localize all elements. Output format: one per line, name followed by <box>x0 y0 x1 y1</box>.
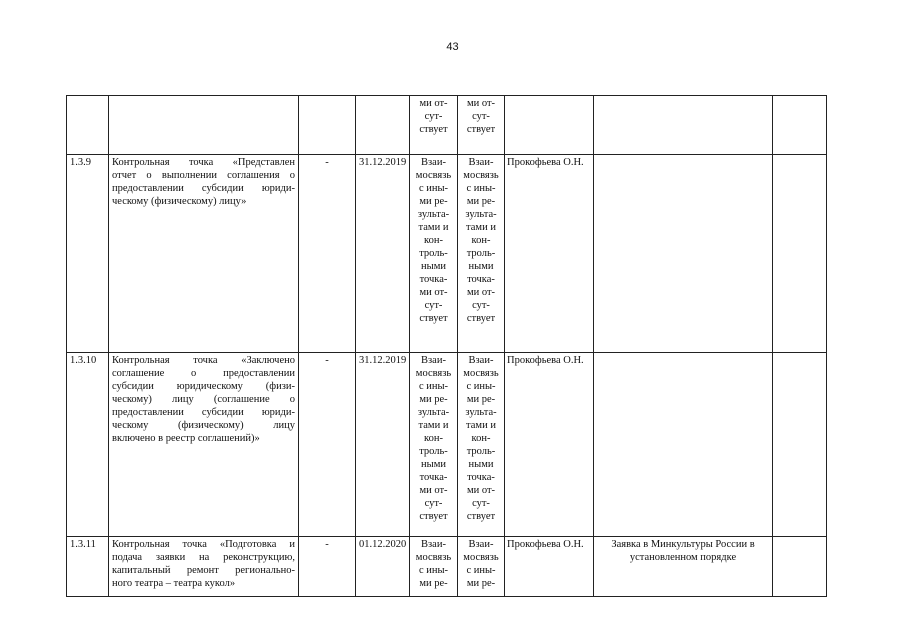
description-line: Контрольная точка «Подготовка и <box>112 539 295 550</box>
relation-line: троль- <box>466 446 496 457</box>
relation-line: сут- <box>424 111 443 122</box>
relation-line: зульта- <box>417 407 450 418</box>
cell-relation-b <box>458 537 505 597</box>
cell-responsible: Прокофьева О.Н. <box>505 155 594 353</box>
cell-relation-a <box>410 353 458 537</box>
table-row <box>67 537 827 597</box>
cell-extra <box>773 353 827 537</box>
cell-responsible: Прокофьева О.Н. <box>505 537 594 597</box>
description-line: включено в реестр соглашений)» <box>112 433 260 444</box>
relation-line: Взаи- <box>468 157 494 168</box>
relation-line: тами и <box>466 222 496 233</box>
relation-line: сут- <box>424 498 443 509</box>
relation-line: ми ре- <box>419 578 448 589</box>
cell-relation-a <box>410 537 458 597</box>
description-line: капитальный ремонт регионально- <box>112 565 295 576</box>
relation-line: мосвязь <box>463 552 499 563</box>
description-line: ческому) лицу (соглашение о <box>112 394 295 405</box>
relation-line: ствует <box>419 511 448 522</box>
relation-line: мосвязь <box>415 170 452 181</box>
cell-relation-a <box>410 96 458 155</box>
cell-dash <box>299 96 356 155</box>
cell-desc <box>109 353 299 537</box>
relation-line: с ины- <box>418 381 449 392</box>
relation-line: ствует <box>419 124 448 135</box>
relation-line: точка- <box>467 472 495 483</box>
cell-desc <box>109 155 299 353</box>
relation-line: с ины- <box>418 183 449 194</box>
relation-line: ными <box>421 261 446 272</box>
cell-relation-b <box>458 96 505 155</box>
cell-date: 31.12.2019 <box>356 353 410 537</box>
description-line: Контрольная точка «Заключено <box>112 355 295 366</box>
relation-line: зульта- <box>417 209 450 220</box>
cell-num <box>67 96 109 155</box>
relation-line: Взаи- <box>421 355 446 366</box>
relation-line: мосвязь <box>463 170 499 181</box>
cell-date <box>356 96 410 155</box>
table-row <box>67 155 827 353</box>
relation-line: ствует <box>466 313 496 324</box>
cell-responsible: Прокофьева О.Н. <box>505 353 594 537</box>
relation-line: ми от- <box>466 98 496 109</box>
cell-num: 1.3.9 <box>67 155 109 353</box>
relation-line: ствует <box>466 511 496 522</box>
relation-line: ми ре- <box>466 578 496 589</box>
description-line: ного театра – театра кукол» <box>112 578 236 589</box>
description-line: подача заявки на реконструкцию, <box>112 552 295 563</box>
relation-line: ными <box>468 459 494 470</box>
cell-extra <box>773 155 827 353</box>
cell-responsible <box>505 96 594 155</box>
relation-line: с ины- <box>418 565 449 576</box>
relation-line: Взаи- <box>468 539 494 550</box>
cell-dash: - <box>299 155 356 353</box>
table-row <box>67 353 827 537</box>
continuation-row <box>67 96 827 155</box>
relation-line: зульта- <box>465 407 497 418</box>
relation-line: ми ре- <box>466 394 496 405</box>
relation-line: сут- <box>472 111 490 122</box>
relation-line: троль- <box>419 446 448 457</box>
relation-line: троль- <box>466 248 496 259</box>
relation-line: тами и <box>466 420 496 431</box>
relation-line: кон- <box>471 433 491 444</box>
cell-num: 1.3.10 <box>67 353 109 537</box>
relation-line: тами и <box>418 222 449 233</box>
relation-line: кон- <box>471 235 491 246</box>
relation-line: с ины- <box>466 381 496 392</box>
relation-line: зульта- <box>465 209 497 220</box>
relation-line: точка- <box>467 274 495 285</box>
relation-line: ными <box>421 459 446 470</box>
description-line: предоставлении субсидии юриди- <box>112 407 295 418</box>
plan-table <box>66 95 827 597</box>
cell-dash: - <box>299 537 356 597</box>
relation-line: ми ре- <box>419 196 448 207</box>
relation-line: ствует <box>419 313 448 324</box>
description-line: ческому (физическому) лицу» <box>112 196 247 207</box>
cell-result <box>594 537 773 597</box>
relation-line: ми от- <box>419 287 448 298</box>
relation-line: точка- <box>419 472 448 483</box>
description-line: предоставлении субсидии юриди- <box>112 183 295 194</box>
cell-desc <box>109 537 299 597</box>
relation-line: тами и <box>418 420 449 431</box>
cell-result <box>594 353 773 537</box>
relation-line: кон- <box>424 433 443 444</box>
relation-line: сут- <box>472 300 490 311</box>
relation-line: ми от- <box>419 485 448 496</box>
description-line: соглашение о предоставлении <box>112 368 295 379</box>
relation-line: ными <box>468 261 494 272</box>
relation-line: ми ре- <box>466 196 496 207</box>
relation-line: ми ре- <box>419 394 448 405</box>
relation-line: ствует <box>466 124 496 135</box>
description-line: ческому (физическому) лицу <box>112 420 295 431</box>
cell-relation-b <box>458 155 505 353</box>
relation-line: мосвязь <box>415 368 452 379</box>
relation-line: кон- <box>424 235 443 246</box>
relation-line: мосвязь <box>463 368 499 379</box>
cell-relation-b <box>458 353 505 537</box>
description-line: субсидии юридическому (физи- <box>112 381 295 392</box>
cell-dash: - <box>299 353 356 537</box>
relation-line: ми от- <box>466 287 496 298</box>
relation-line: Взаи- <box>468 355 494 366</box>
relation-line: с ины- <box>466 183 496 194</box>
cell-result <box>594 96 773 155</box>
relation-line: Взаи- <box>421 157 446 168</box>
relation-line: сут- <box>472 498 490 509</box>
cell-date: 01.12.2020 <box>356 537 410 597</box>
relation-line: троль- <box>419 248 448 259</box>
cell-extra <box>773 96 827 155</box>
relation-line: с ины- <box>466 565 496 576</box>
relation-line: Взаи- <box>421 539 446 550</box>
cell-num: 1.3.11 <box>67 537 109 597</box>
relation-line: точка- <box>419 274 448 285</box>
cell-desc <box>109 96 299 155</box>
result-line: Заявка в Минкультуры России в <box>611 539 755 550</box>
cell-result <box>594 155 773 353</box>
description-line: Контрольная точка «Представлен <box>112 157 295 168</box>
cell-extra <box>773 537 827 597</box>
relation-line: сут- <box>424 300 443 311</box>
description-line: отчет о выполнении соглашения о <box>112 170 295 181</box>
relation-line: ми от- <box>419 98 448 109</box>
page-number: 43 <box>446 41 459 53</box>
relation-line: мосвязь <box>415 552 452 563</box>
cell-relation-a <box>410 155 458 353</box>
result-line: установленном порядке <box>629 552 737 563</box>
cell-date: 31.12.2019 <box>356 155 410 353</box>
relation-line: ми от- <box>466 485 496 496</box>
